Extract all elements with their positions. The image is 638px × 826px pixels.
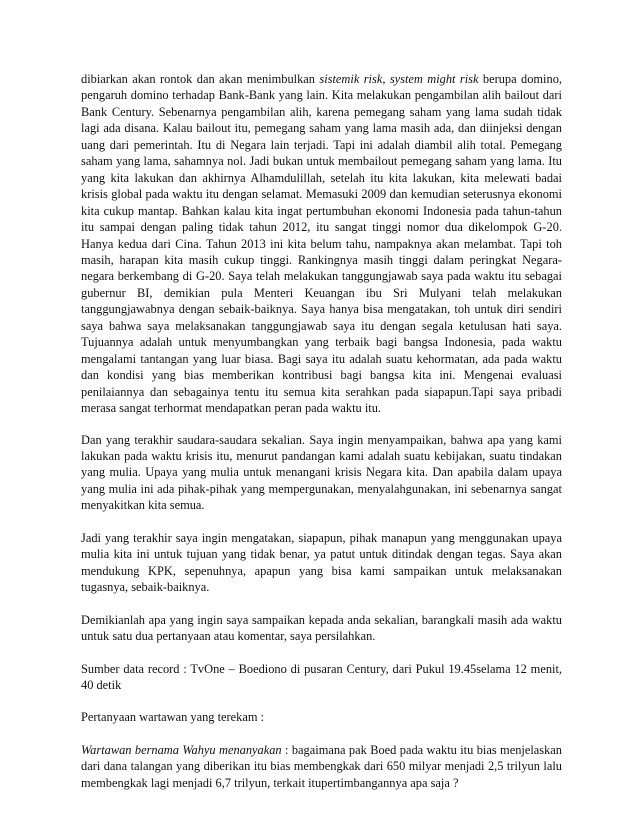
paragraph-invitation-questions: Demikianlah apa yang ingin saya sampaikan kepada anda sekalian, barangkali masih ada waktu untuk satu dua pertanyaan atau komentar, saya persilahkan. <box>81 612 562 644</box>
paragraph-questions-heading: Pertanyaan wartawan yang terekam : <box>81 710 265 725</box>
paragraph-source-record: Sumber data record : TvOne – Boediono di pusaran Century, dari Pukul 19.45selama 12 menit, 40 detik <box>81 661 562 692</box>
document-body <box>81 71 562 807</box>
paragraph-bailout-explanation <box>81 71 562 417</box>
paragraph-closing-remarks: Dan yang terakhir saudara-saudara sekalian. Saya ingin menyampaikan, bahwa apa yang kami lakukan pada waktu krisis itu, menurut pandangan kami adalah suatu kebijakan, suatu tindakan yang mulia. Upaya yang mulia untuk menangani krisis Negara kita. Dan apabila dalam upaya yang mulia ini ada pihak-pihak yang mempergunakan, menyalahgunakan, ini sebenarnya sangat menyakitkan kita semua. <box>81 432 562 513</box>
paragraph-journalist-question <box>81 742 562 791</box>
paragraph-kpk-support: Jadi yang terakhir saya ingin mengatakan, siapapun, pihak manapun yang menggunakan upaya mulia kita ini untuk tujuan yang tidak benar, ya patut untuk ditindak dengan tegas. Saya akan mendukung KPK, sepenuhnya, apapun yang bisa kami sampaikan untuk melaksanakan tugasnya, sebaik-baiknya. <box>81 530 562 595</box>
paragraph-text: : bagaimana pak Boed pada waktu itu bias menjelaskan dari dana talangan yang diberikan itu bias membengkak dari 650 milyar menjadi 2,5 trilyun lalu membengkak lagi menjadi 6,7 trilyun, terkait itupertimbangannya apa saja ? <box>81 742 562 790</box>
italic-speaker: Wartawan bernama Wahyu menanyakan <box>81 742 282 757</box>
paragraph-text: dibiarkan akan rontok dan akan menimbulkan <box>81 72 320 86</box>
paragraph-text: berupa domino, pengaruh domino terhadap Bank-Bank yang lain. Kita melakukan pengambilan alih bailout dari Bank Century. Sebenarnya pengambilan alih, karena pemegang saham yang lama sudah tidak lagi ada disana. Kalau bailout itu, pemegang saham yang lama masih ada, dan diinjeksi dengan uang dari pemerintah. Itu di Negara lain terjadi. Tapi ini adalah diambil alih total. Pemegang saham yang lama, sahamnya nol. Jadi bukan untuk membailout pemegang saham yang lama. Itu yang kita lakukan dan akhirnya Alhamdulillah, setelah itu kita lakukan, kita melewati badai krisis global pada waktu itu dengan selamat. Memasuki 2009 dan kemudian seterusnya ekonomi kita cukup mantap. Bahkan kalau kita ingat pertumbuhan ekonomi Indonesia pada tahun-tahun itu sampai dengan paling tidak tahun 2012, itu sangat tinggi nomor dua dikelompok G-20. Hanya kedua dari Cina. Tahun 2013 ini kita belum tahu, nampaknya akan melambat. Tapi toh masih, harapan kita masih cukup tinggi. Rankingnya masih tinggi dalam peringkat Negara-negara berkembang di G-20. Saya telah melakukan tanggungjawab saya pada waktu itu sebagai gubernur BI, demikian pula Menteri Keuangan ibu Sri Mulyani telah melakukan tanggungjawabnya dengan sebaik-baiknya. Saya hanya bisa mengatakan, toh untuk diri sendiri saya bahwa saya melaksanakan tanggungjawab saya itu dengan segala ketulusan hati saya. Tujuannya adalah untuk menyumbangkan yang terbaik bagi bangsa Indonesia, pada waktu mengalami tantangan yang luar biasa. Bagi saya itu adalah suatu kehormatan, ada pada waktu dan kondisi yang bias memberikan kontribusi bagi bangsa kita ini. Mengenai evaluasi penilaiannya dan sebagainya tentu itu semua kita serahkan pada siapapun.Tapi saya pribadi merasa sangat terhormat mendapatkan peran pada waktu itu. <box>81 72 562 416</box>
italic-term: sistemik risk, system might risk <box>319 72 479 86</box>
